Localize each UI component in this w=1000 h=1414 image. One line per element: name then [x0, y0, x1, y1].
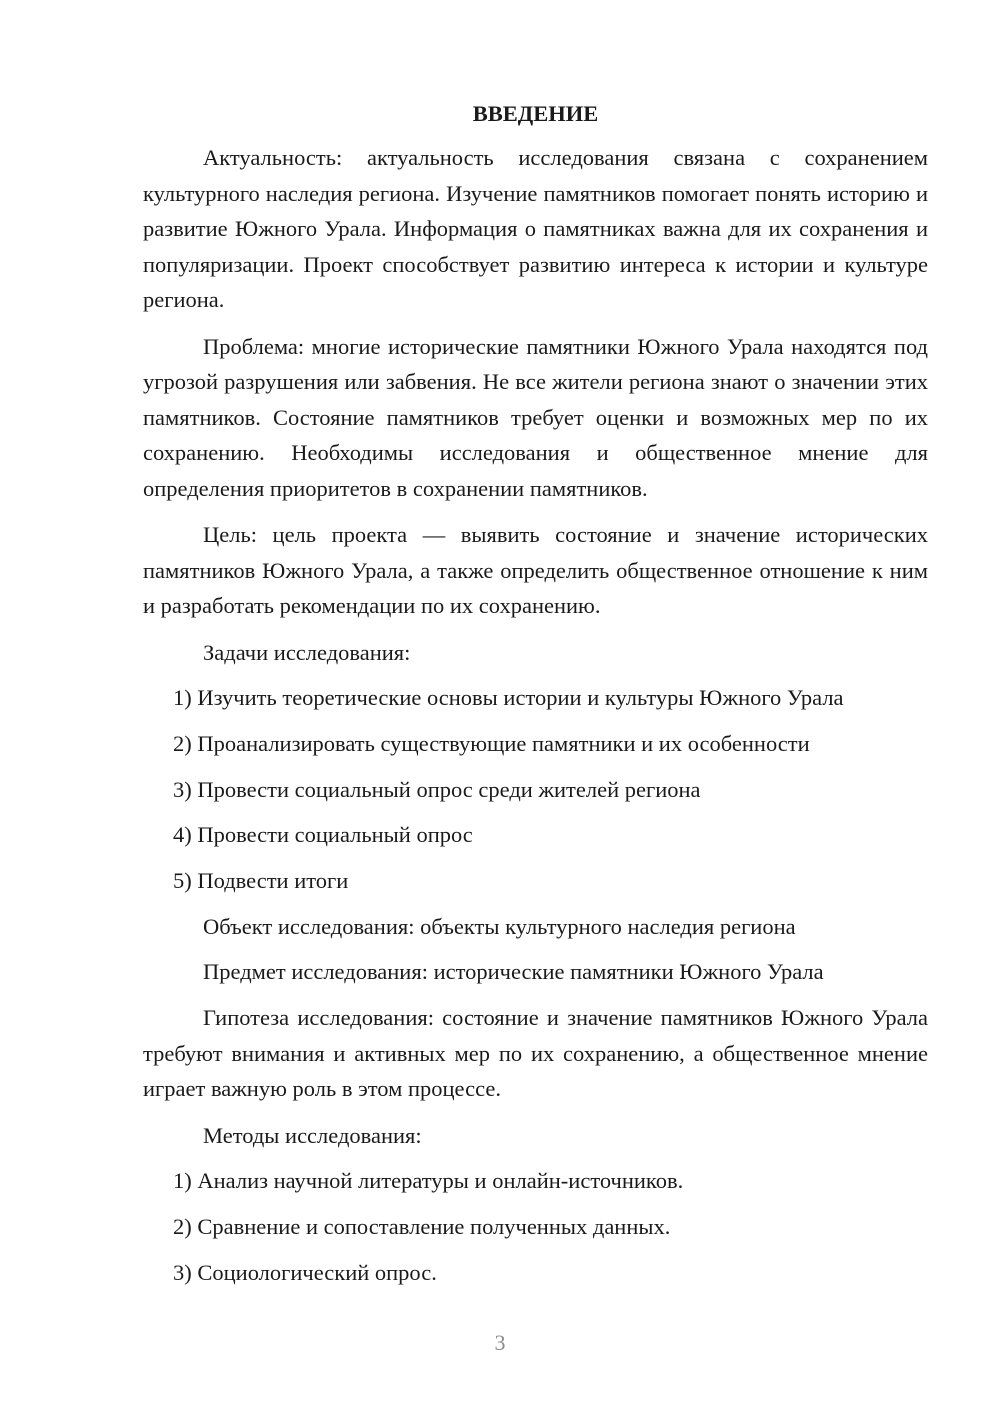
problem-paragraph: Проблема: многие исторические памятники Южного Урала находятся под угрозой разрушения или забвения. Не все жители региона знают о значении этих памятников. Состояние памятников требует оценки и возможных мер по их сохранению. Необходимы исследования и общественное мнение для определения приоритетов в сохранении памятников. — [143, 333, 928, 501]
task-item: 1) Изучить теоретические основы истории и культуры Южного Урала — [173, 685, 844, 711]
method-item: 1) Анализ научной литературы и онлайн-источников. — [173, 1168, 684, 1194]
relevance-paragraph: Актуальность: актуальность исследования связана с сохранением культурного наследия региона. Изучение памятников помогает понять историю и развитие Южного Урала. Информация о памятниках важна для их сохранения и популяризации. Проект способствует развитию интереса к истории и культуре региона. — [143, 145, 928, 312]
task-item: 3) Провести социальный опрос среди жителей региона — [173, 776, 701, 802]
research-subject: Предмет исследования: исторические памятники Южного Урала — [203, 959, 824, 985]
document-body — [143, 96, 928, 1300]
tasks-heading: Задачи исследования: — [203, 639, 411, 665]
task-item: 4) Провести социальный опрос — [173, 822, 473, 848]
research-object: Объект исследования: объекты культурного наследия региона — [203, 913, 796, 939]
hypothesis-paragraph: Гипотеза исследования: состояние и значение памятников Южного Урала требуют внимания и активных мер по их сохранению, а общественное мнение играет важную роль в этом процессе. — [143, 1005, 928, 1101]
task-item: 5) Подвести итоги — [173, 867, 349, 893]
section-title: ВВЕДЕНИЕ — [472, 101, 599, 126]
method-item: 2) Сравнение и сопоставление полученных данных. — [173, 1213, 671, 1239]
page-number: 3 — [494, 1330, 506, 1355]
goal-paragraph: Цель: цель проекта — выявить состояние и значение исторических памятников Южного Урала, а также определить общественное отношение к ним и разработать рекомендации по их сохранению. — [143, 522, 928, 618]
task-item: 2) Проанализировать существующие памятники и их особенности — [173, 730, 810, 756]
methods-heading: Методы исследования: — [203, 1122, 422, 1148]
method-item: 3) Социологический опрос. — [173, 1259, 437, 1285]
